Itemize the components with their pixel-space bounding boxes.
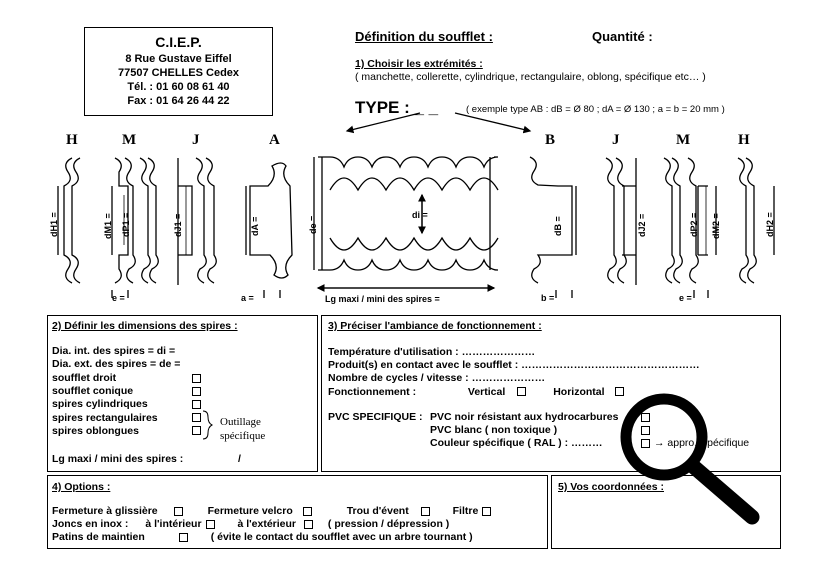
bracket-icon (201, 410, 213, 440)
product-line: Produit(s) en contact avec le soufflet : …………………………………………… (328, 359, 700, 372)
option-label: spires cylindriques (52, 398, 148, 411)
pvc-color-label: Couleur spécifique ( RAL ) : ……… (430, 437, 603, 450)
vent-label: Trou d'évent (346, 505, 409, 517)
letter-M-right: M (676, 132, 691, 148)
vent-checkbox[interactable] (421, 507, 430, 516)
pads-label: Patins de maintien (52, 531, 145, 544)
step1-options: ( manchette, collerette, cylindrique, rectangulaire, oblong, spécifique etc… ) (355, 71, 706, 83)
checkbox[interactable] (192, 426, 201, 435)
lg-label: Lg maxi / mini des spires : (52, 453, 184, 465)
velcro-label: Fermeture velcro (207, 505, 293, 517)
label-de: de = (308, 215, 318, 234)
pvc-black-label: PVC noir résistant aux hydrocarbures (430, 411, 619, 423)
pads-note: ( évite le contact du soufflet avec un arbre tournant ) (210, 531, 473, 544)
letter-J-left: J (192, 132, 200, 148)
options-row-2 (52, 518, 495, 531)
vertical-label: Vertical (467, 385, 506, 398)
joints-label: Joncs en inox : (52, 518, 129, 531)
label-dJ2: dJ2 = (637, 213, 647, 237)
inside-label: à l'intérieur (145, 518, 202, 531)
section2-options (52, 372, 205, 438)
option-row (52, 398, 205, 411)
option-row (52, 425, 205, 438)
label-dB: dB = (553, 216, 563, 236)
option-row (52, 412, 205, 425)
horizontal-label: Horizontal (553, 385, 605, 398)
label-dP2: dP2 = (689, 212, 699, 237)
filter-checkbox[interactable] (482, 507, 491, 516)
pressure-note: ( pression / dépression ) (327, 518, 450, 531)
company-name: C.I.E.P. (155, 34, 202, 50)
tooling-line-2: spécifique (220, 430, 266, 442)
section2-list (52, 345, 180, 371)
zip-checkbox[interactable] (174, 507, 183, 516)
option-row (52, 372, 205, 385)
options-row-1 (52, 505, 495, 518)
checkbox[interactable] (192, 374, 201, 383)
operation-label: Fonctionnement : (328, 385, 417, 398)
lg-slash: / (238, 453, 241, 465)
letter-H-left: H (66, 132, 78, 148)
letter-J-right: J (612, 132, 620, 148)
company-tel: Tél. : 01 60 08 61 40 (127, 81, 230, 93)
letter-M-left: M (122, 132, 137, 148)
checkbox[interactable] (192, 387, 201, 396)
label-dH2: dH2 = (765, 212, 775, 237)
option-label: spires rectangulaires (52, 411, 158, 424)
quantity-label: Quantité : (592, 29, 653, 44)
section2-title: 2) Définir les dimensions des spires : (52, 320, 238, 332)
zip-label: Fermeture à glissière (52, 505, 158, 517)
velcro-checkbox[interactable] (303, 507, 312, 516)
option-label: soufflet droit (52, 372, 117, 384)
filter-label: Filtre (452, 505, 479, 517)
section4-options (52, 505, 495, 545)
label-b: b = (541, 293, 555, 303)
magnifier-icon[interactable] (612, 385, 772, 525)
di-line: Dia. int. des spires = di = (52, 345, 176, 357)
label-dJ1: dJ1 = (173, 213, 183, 237)
section3-title: 3) Préciser l'ambiance de fonctionnement : (328, 320, 542, 332)
type-example: ( exemple type AB : dB = Ø 80 ; dA = Ø 130 ; a = b = 20 mm ) (466, 104, 725, 115)
pads-checkbox[interactable] (179, 533, 188, 542)
form-title: Définition du soufflet : (355, 29, 493, 44)
letter-H-right: H (738, 132, 750, 148)
label-dA: dA = (250, 216, 260, 236)
pvc-white-label: PVC blanc ( non toxique ) (430, 424, 558, 437)
label-dP1: dP1 = (121, 212, 131, 237)
checkbox[interactable] (192, 413, 201, 422)
step1-title: 1) Choisir les extrémités : (355, 58, 483, 70)
option-label: soufflet conique (52, 385, 134, 398)
company-fax: Fax : 01 64 26 44 22 (127, 95, 230, 107)
de-line: Dia. ext. des spires = de = (52, 358, 181, 371)
label-lg: Lg maxi / mini des spires = (325, 294, 440, 304)
label-di: di = (412, 210, 428, 220)
letter-A: A (269, 132, 280, 148)
checkbox[interactable] (192, 400, 201, 409)
temperature-line: Température d'utilisation : ………………… (328, 346, 536, 358)
company-address-2: 77507 CHELLES Cedex (117, 67, 240, 79)
label-e-right: e = (679, 293, 692, 303)
type-label: TYPE : _ _ (355, 98, 439, 117)
approval-note: → appro. Spécifique (654, 437, 750, 450)
pvc-label: PVC SPECIFIQUE : (328, 411, 423, 423)
label-dM2: dM2 = (711, 213, 721, 239)
label-a: a = (241, 293, 254, 303)
label-dH1: dH1 = (49, 212, 59, 237)
options-row-3 (52, 531, 495, 544)
vertical-checkbox[interactable] (517, 387, 526, 396)
tooling-line-1: Outillage (220, 416, 261, 428)
label-dM1: dM1 = (103, 213, 113, 239)
section4-title: 4) Options : (52, 481, 111, 493)
option-label: spires oblongues (52, 424, 139, 437)
inside-checkbox[interactable] (206, 520, 215, 529)
outside-checkbox[interactable] (304, 520, 313, 529)
cycles-line: Nombre de cycles / vitesse : ………………… (328, 372, 546, 385)
section5-title: 5) Vos coordonnées : (558, 481, 664, 493)
option-row (52, 385, 205, 398)
label-e-left: e = (112, 293, 125, 303)
outside-label: à l'extérieur (237, 518, 296, 531)
company-address-1: 8 Rue Gustave Eiffel (125, 53, 232, 65)
letter-B: B (545, 132, 556, 148)
